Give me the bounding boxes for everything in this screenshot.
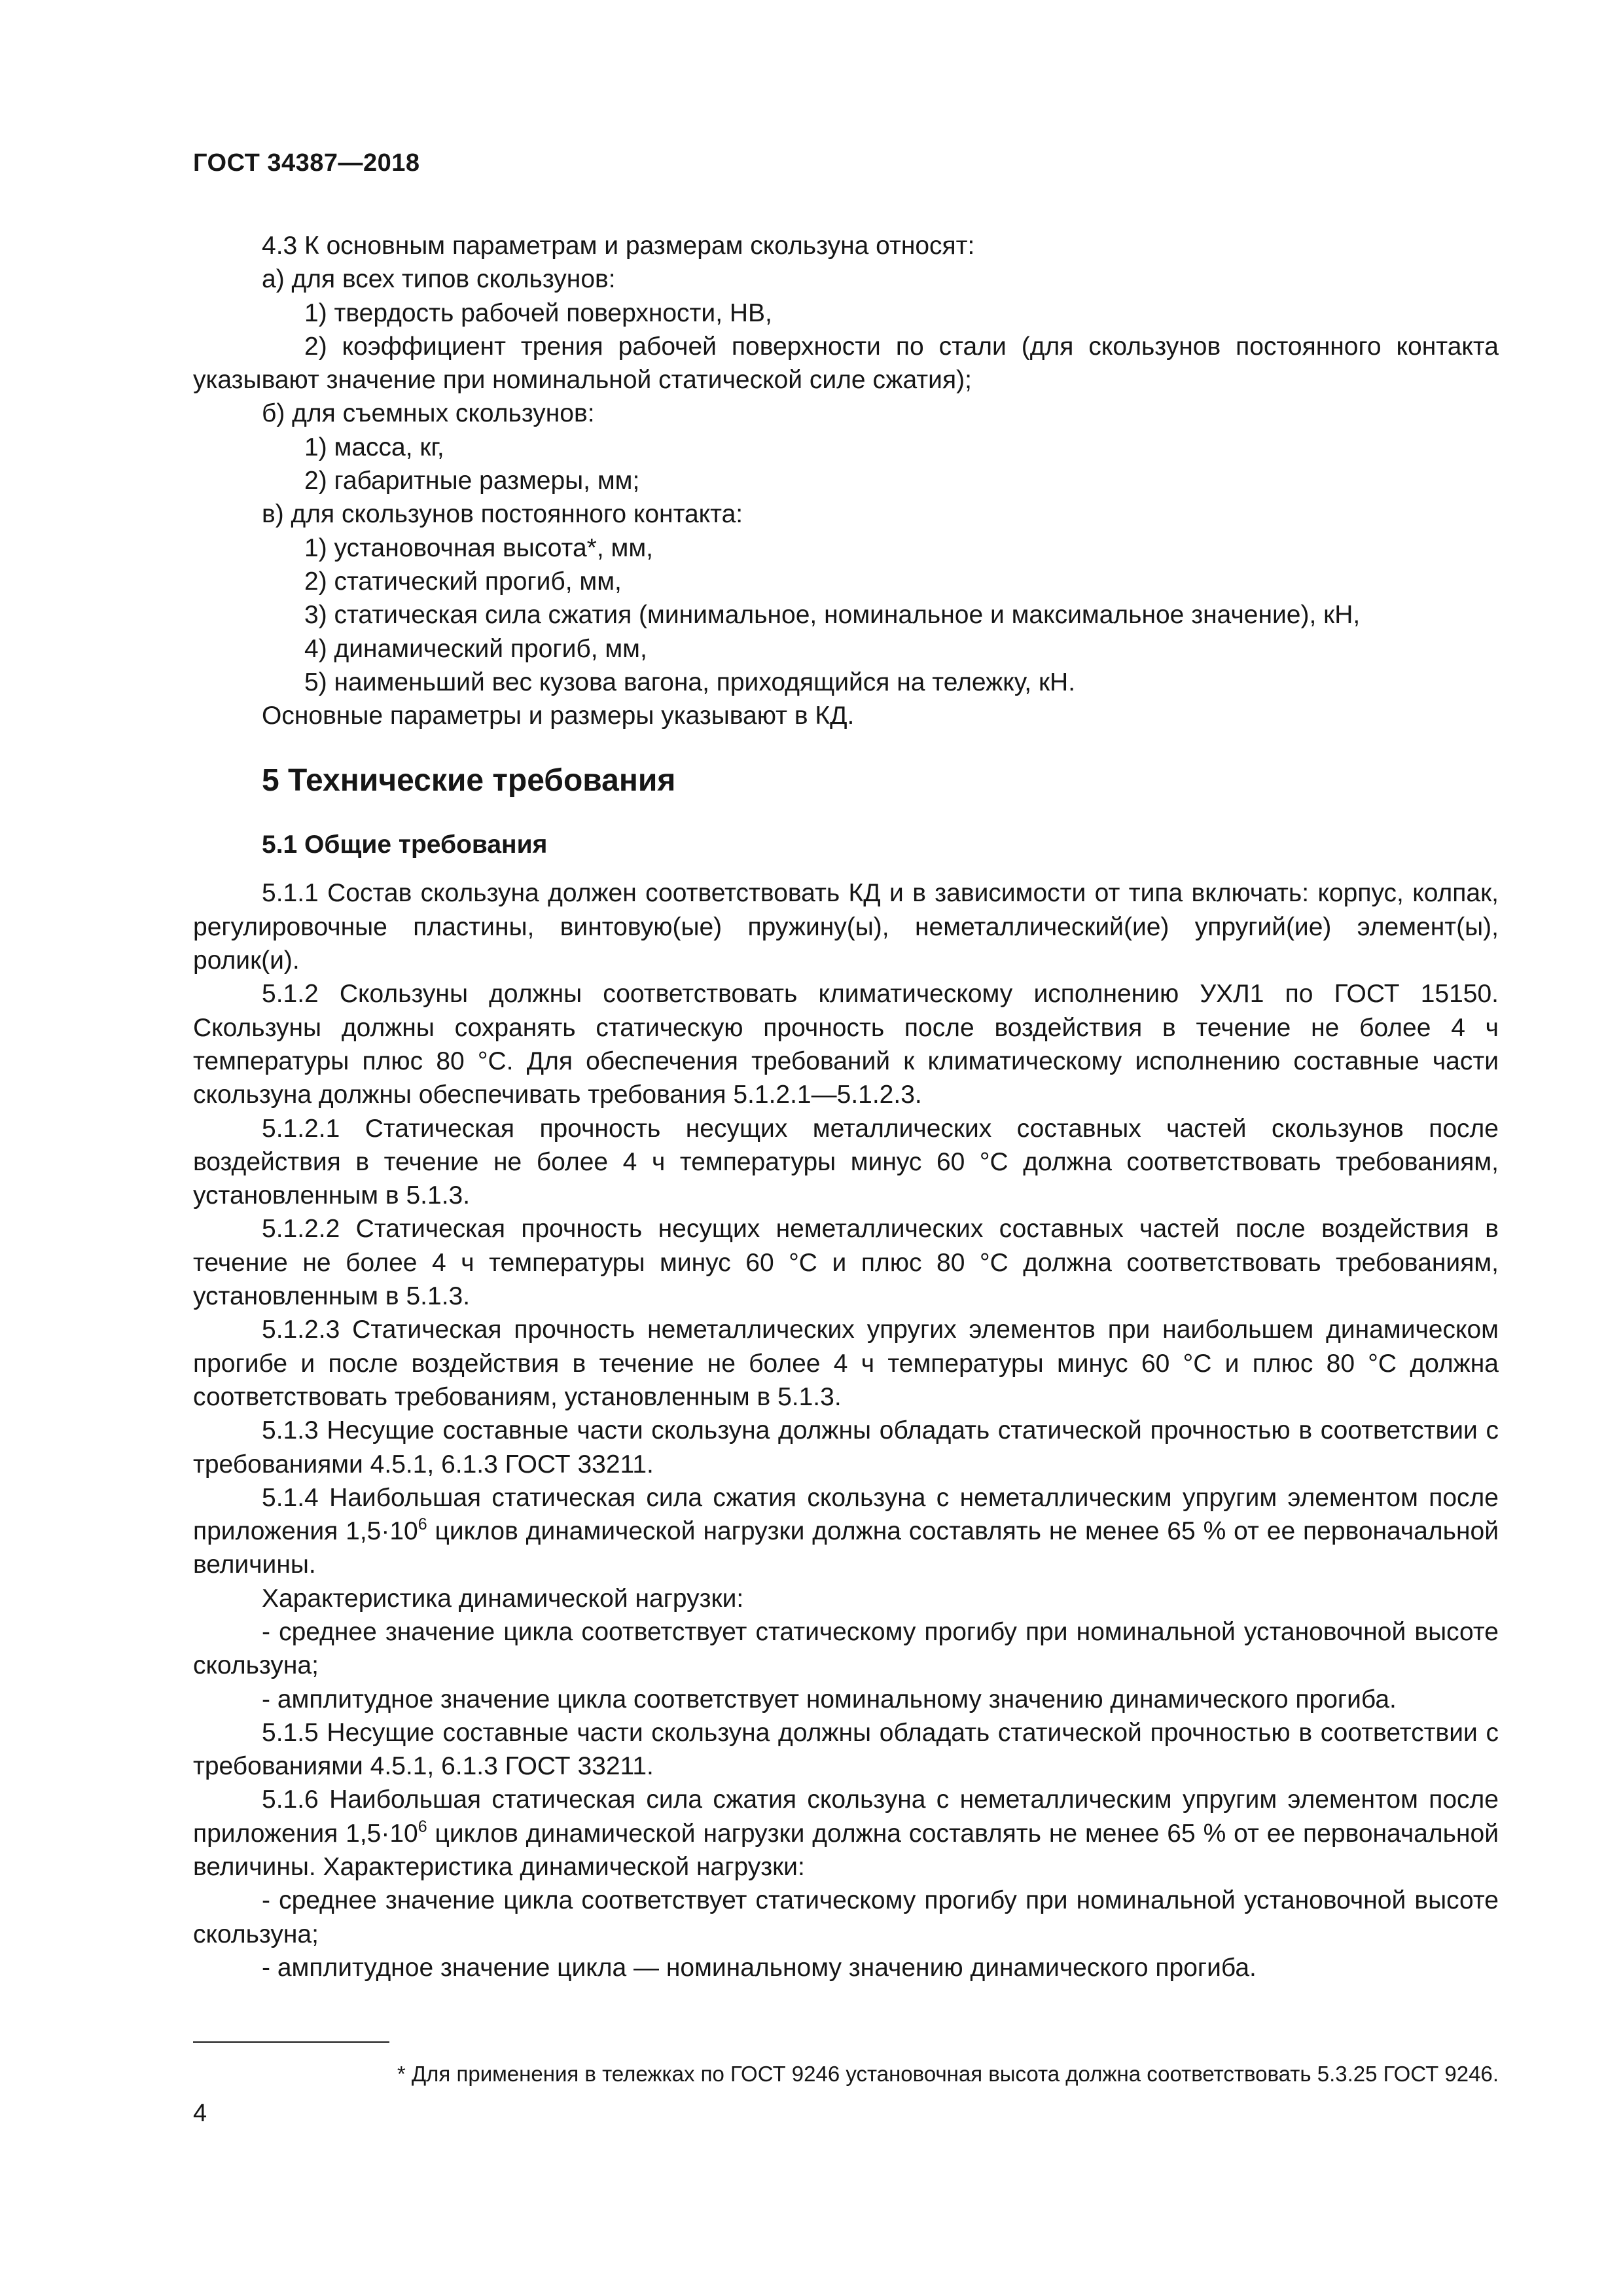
paragraph-5-1-2-3: 5.1.2.3 Статическая прочность неметаллических упругих элементов при наибольшем динамическом прогибе и после воздействия в течение не более 4 ч температуры минус 60 °С и плюс 80 °С должна соответствовать требованиям, установленным в 5.1.3. (193, 1316, 1499, 1411)
paragraph-5-1-5: 5.1.5 Несущие составные части скользуна должны обладать статической прочностью в соответствии с требованиями 4.5.1, 6.1.3 ГОСТ 33211. (193, 1718, 1499, 1781)
list-item-dyn-amp: - амплитудное значение цикла соответствует номинальному значению динамического прогиба. (262, 1685, 1397, 1713)
list-item-b1: 1) масса, кг, (304, 433, 444, 461)
list-item-b2: 2) габаритные размеры, мм; (304, 467, 640, 495)
list-item-a1: 1) твердость рабочей поверхности, НВ, (304, 298, 772, 327)
list-item-a: а) для всех типов скользунов: (262, 265, 616, 294)
paragraph-main-params: Основные параметры и размеры указывают в КД. (262, 702, 855, 730)
paragraph-5-1-4-start: 5.1.4 Наибольшая статическая сила сжатия скользуна с неметаллическим упругим элементом после приложения 1,5·10 (193, 1483, 1499, 1546)
paragraph-5-1-3: 5.1.3 Несущие составные части скользуна должны обладать статической прочностью в соответствии с требованиями 4.5.1, 6.1.3 ГОСТ 33211. (193, 1416, 1499, 1479)
footnote-divider (193, 2041, 389, 2043)
footnote: * Для применения в тележках по ГОСТ 9246 установочная высота должна соответствовать 5.3.25 ГОСТ 9246. (397, 2062, 1499, 2086)
paragraph-4-3: 4.3 К основным параметрам и размерам скользуна относят: (262, 232, 975, 260)
list-item-v4: 4) динамический прогиб, мм, (304, 634, 647, 663)
page-number: 4 (193, 2100, 207, 2127)
paragraph-5-1-2-2: 5.1.2.2 Статическая прочность несущих неметаллических составных частей после воздействия в течение не более 4 ч температуры минус 60 °С и плюс 80 °С должна соответствовать требованиям, установленным в 5.1.3. (193, 1215, 1499, 1311)
list-item-b: б) для съемных скользунов: (262, 399, 595, 428)
paragraph-dynamic-load: Характеристика динамической нагрузки: (262, 1584, 744, 1613)
list-item-dyn-amp-2: - амплитудное значение цикла — номинальному значению динамического прогиба. (262, 1953, 1257, 1982)
paragraph-5-1-4 (193, 1481, 1499, 1582)
paragraph-5-1-6-end: циклов динамической нагрузки должна составлять не менее 65 % от ее первоначальной величины. Характеристика динамической нагрузки: (193, 1819, 1499, 1882)
paragraph-5-1-6 (193, 1783, 1499, 1884)
exponent: 6 (418, 1515, 427, 1534)
list-item-v1: 1) установочная высота*, мм, (304, 533, 653, 562)
list-item-a2: 2) коэффициент трения рабочей поверхности по стали (для скользунов постоянного контакта указывают значение при номинальной статической силе сжатия); (193, 332, 1499, 395)
document-header: ГОСТ 34387—2018 (193, 149, 420, 177)
list-item-v2: 2) статический прогиб, мм, (304, 567, 622, 596)
subsection-heading-5-1: 5.1 Общие требования (262, 831, 548, 859)
paragraph-5-1-2: 5.1.2 Скользуны должны соответствовать климатическому исполнению УХЛ1 по ГОСТ 15150. Скользуны должны сохранять статическую прочность после воздействия в течение не более 4 ч температуры плюс 80 °С. Для обеспечения требований к климатическому исполнению составные части скользуна должны обеспечивать требования 5.1.2.1—5.1.2.3. (193, 980, 1499, 1109)
list-item-v: в) для скользунов постоянного контакта: (262, 500, 743, 529)
exponent: 6 (418, 1817, 427, 1836)
paragraph-5-1-6-start: 5.1.6 Наибольшая статическая сила сжатия скользуна с неметаллическим упругим элементом после приложения 1,5·10 (193, 1785, 1499, 1848)
list-item-v3: 3) статическая сила сжатия (минимальное, номинальное и максимальное значение), кН, (304, 601, 1361, 630)
paragraph-5-1-4-end: циклов динамической нагрузки должна составлять не менее 65 % от ее первоначальной величины. (193, 1517, 1499, 1579)
body-text (193, 229, 1499, 1984)
list-item-v5: 5) наименьший вес кузова вагона, приходящийся на тележку, кН. (304, 668, 1076, 696)
section-heading-5: 5 Технические требования (262, 763, 676, 798)
list-item-dyn-mean-2: - среднее значение цикла соответствует статическому прогибу при номинальной установочной высоте скользуна; (193, 1886, 1499, 1948)
paragraph-5-1-2-1: 5.1.2.1 Статическая прочность несущих металлических составных частей скользунов после воздействия в течение не более 4 ч температуры минус 60 °С должна соответствовать требованиям, установленным в 5.1.3. (193, 1114, 1499, 1210)
list-item-dyn-mean: - среднее значение цикла соответствует статическому прогибу при номинальной установочной высоте скользуна; (193, 1617, 1499, 1680)
paragraph-5-1-1: 5.1.1 Состав скользуна должен соответствовать КД и в зависимости от типа включать: корпус, колпак, регулировочные пластины, винтовую(ые) пружину(ы), неметаллический(ие) упругий(ие) элемент(ы), ролик(и). (193, 879, 1499, 975)
